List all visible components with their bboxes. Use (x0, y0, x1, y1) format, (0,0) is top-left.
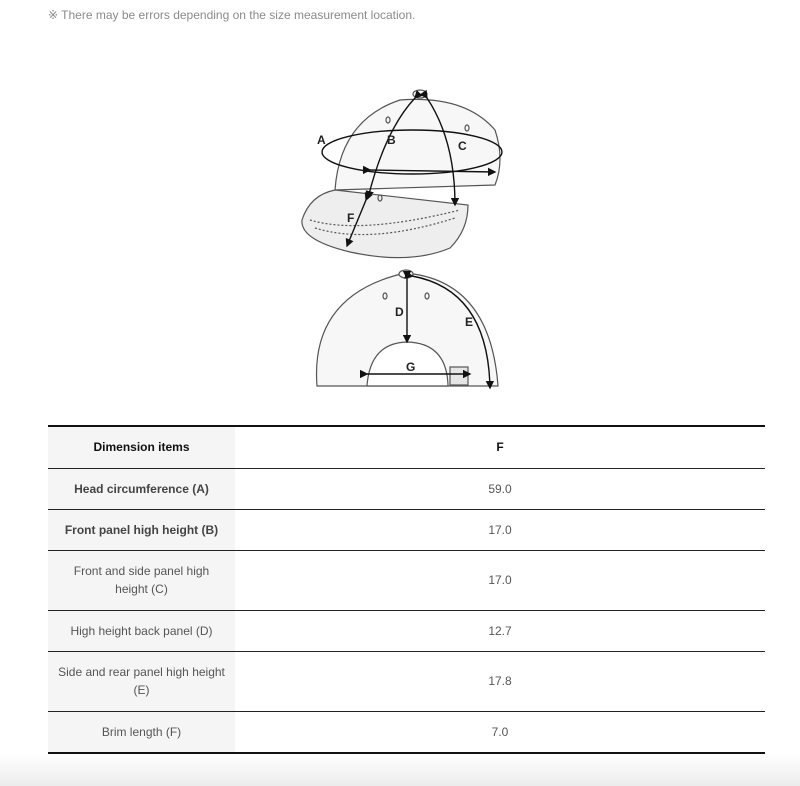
row-label: Brim length (F) (48, 711, 235, 753)
table-row (48, 711, 765, 753)
label-a: A (317, 133, 326, 147)
label-d: D (395, 305, 404, 319)
row-label: Front and side panel high height (C) (48, 550, 235, 610)
label-f: F (347, 211, 355, 225)
row-value: 17.0 (488, 573, 512, 587)
cap-measurement-diagram (290, 80, 520, 400)
page-bottom-shade (0, 754, 800, 786)
row-value: 7.0 (491, 724, 509, 739)
row-value: 17.8 (488, 674, 512, 688)
measurement-note: ※ There may be errors depending on the size measurement location. (48, 8, 416, 22)
table-row (48, 651, 765, 711)
row-value: 17.0 (488, 522, 512, 537)
label-b: B (387, 133, 396, 147)
row-label: Front panel high height (B) (48, 509, 235, 550)
table-row (48, 468, 765, 509)
row-value: 12.7 (488, 623, 512, 638)
row-label: Side and rear panel high height (E) (48, 651, 235, 711)
row-label: High height back panel (D) (48, 610, 235, 651)
row-value: 59.0 (488, 481, 512, 496)
table-row (48, 509, 765, 550)
table-row (48, 550, 765, 610)
header-size-f: F (496, 440, 504, 455)
table-row (48, 610, 765, 651)
header-dimension-items: Dimension items (48, 426, 235, 468)
row-label: Head circumference (A) (48, 468, 235, 509)
label-c: C (458, 139, 467, 153)
label-g: G (406, 360, 416, 374)
size-table (48, 425, 765, 754)
label-e: E (465, 315, 474, 329)
table-header-row (48, 426, 765, 468)
